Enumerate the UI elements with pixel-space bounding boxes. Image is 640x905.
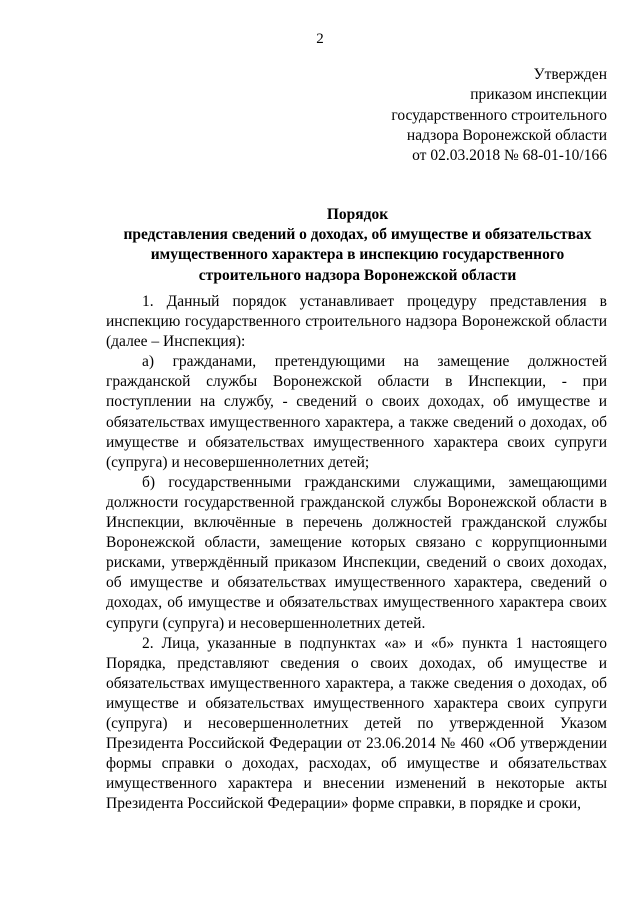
paragraph-1a: а) гражданами, претендующими на замещение должностей гражданской службы Воронежской области в Инспекции, - при поступлении на службу, - сведений о своих доходах, об имуществе и обязательствах имущественного характера, а также сведений о доходах, об имуществе и обязательствах имущественного характера своих супруги (супруга) и несовершеннолетних детей; [106, 353, 607, 471]
title-line: строительного надзора Воронежской области [198, 266, 517, 284]
approval-line: от 02.03.2018 № 68-01-10/166 [412, 147, 607, 165]
page-number: 2 [316, 31, 324, 47]
approval-line: Утвержден [533, 66, 607, 83]
approval-line: приказом инспекции [470, 86, 607, 104]
paragraph-1: 1. Данный порядок устанавливает процедуру представления в инспекцию государственного строительного надзора Воронежской области (далее – Инспекция): [106, 293, 607, 351]
approval-line: надзора Воронежской области [406, 126, 607, 144]
document-body [106, 292, 607, 814]
approval-line: государственного строительного [391, 106, 607, 124]
approval-stamp [391, 65, 607, 166]
paragraph-2: 2. Лица, указанные в подпунктах «а» и «б» пункта 1 настоящего Порядка, представляют сведения о своих доходах, об имуществе и обязательствах имущественного характера, а также сведения о доходах, об имуществе и обязательствах имущественного характера своих супруги (супруга) и несовершеннолетних детей по утвержденной Указом Президента Российской Федерации от 23.06.2014 № 460 «Об утверждении формы справки о доходах, расходах, об имуществе и обязательствах имущественного характера и внесении изменений в некоторые акты Президента Российской Федерации» форме справки, в порядке и сроки, [106, 634, 607, 813]
paragraph-1b: б) государственными гражданскими служащими, замещающими должности государственной гражданской службы Воронежской области в Инспекции, включённые в перечень должностей гражданской службы Воронежской области, замещение которых связано с коррупционными рисками, утверждённый приказом Инспекции, сведений о своих доходах, об имуществе и обязательствах имущественного характера, сведений о доходах, об имуществе и обязательствах имущественного характера своих супруги (супруга) и несовершеннолетних детей. [106, 473, 607, 632]
title-line: Порядок [326, 206, 389, 223]
document-title [100, 205, 615, 286]
title-line: имущественного характера в инспекцию государственного [150, 246, 565, 264]
title-line: представления сведений о доходах, об имуществе и обязательствах [123, 226, 592, 244]
